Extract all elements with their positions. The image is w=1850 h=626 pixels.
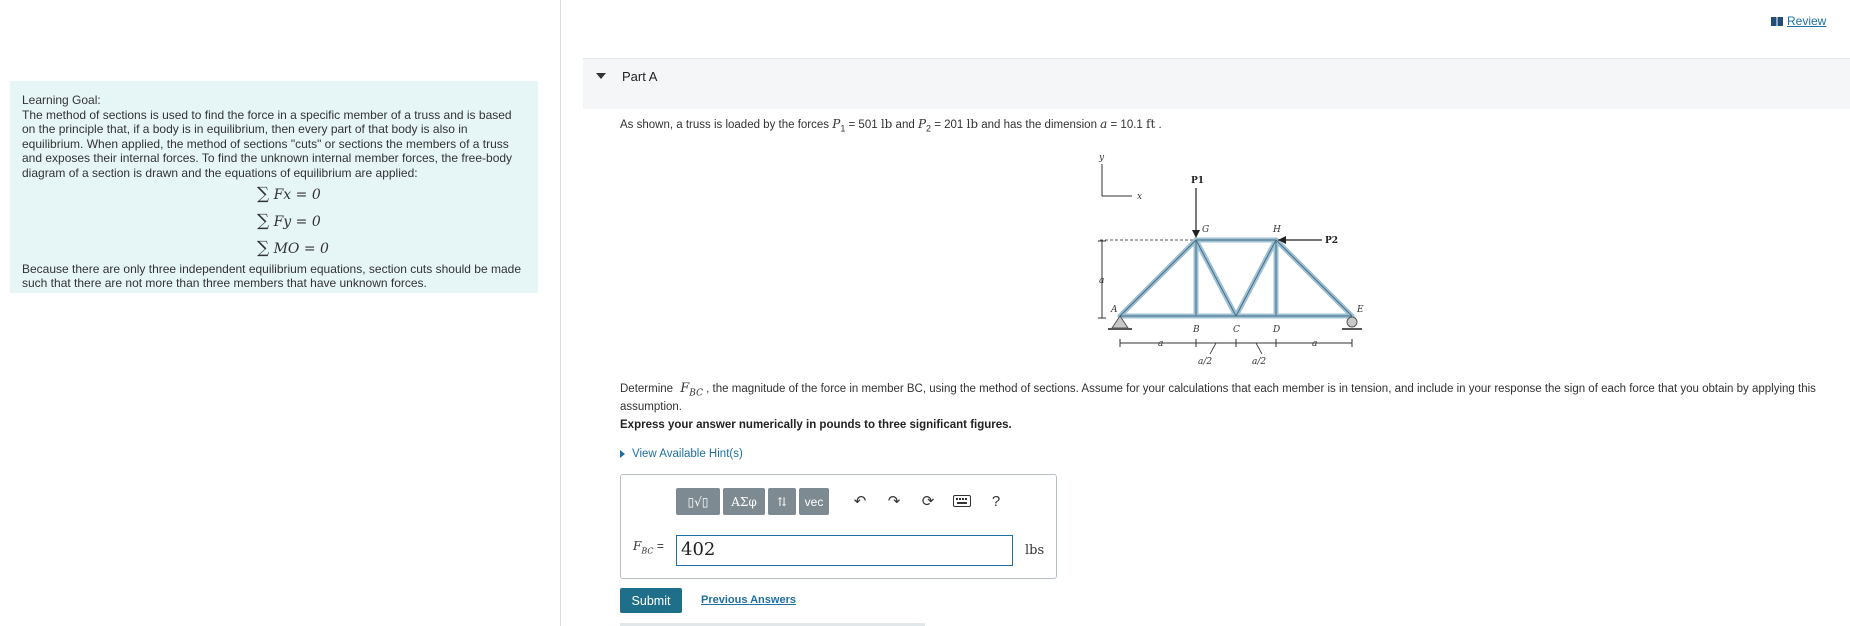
submit-button[interactable]: Submit (620, 588, 682, 613)
review-link[interactable] (1771, 14, 1826, 28)
node-a-label: A (1111, 305, 1118, 315)
undo-icon[interactable]: ↶ (853, 493, 867, 510)
caret-down-icon[interactable] (596, 73, 606, 79)
greek-symbols-button[interactable]: ΑΣφ (723, 488, 765, 515)
view-hints-link[interactable] (620, 448, 743, 460)
dim-a-left-label: a (1158, 339, 1164, 349)
help-icon[interactable]: ? (991, 492, 1001, 510)
equation-sum-fy: ∑ Fy = 0 (257, 210, 321, 231)
editor-actions (851, 492, 1005, 510)
truss-members (1120, 240, 1352, 316)
node-b-label: B (1193, 325, 1200, 335)
x-axis-label: x (1137, 192, 1143, 202)
left-pane (0, 0, 561, 626)
answer-unit: lbs (1025, 543, 1045, 558)
y-axis-label: y (1099, 153, 1105, 163)
p2-label: P2 (1325, 236, 1339, 246)
learning-goal-note: Because there are only three independent equilibrium equations, section cuts should be made such that there are not more than three members that have unknown forces. (22, 261, 521, 291)
caret-right-icon (620, 450, 625, 458)
dim-half-a-label-1: a/2 (1198, 357, 1213, 367)
learning-goal-title: Learning Goal: (22, 93, 101, 107)
previous-answers-link[interactable]: Previous Answers (701, 594, 796, 606)
express-instruction: Express your answer numerically in pounds to three significant figures. (620, 419, 1012, 431)
view-hints-label: View Available Hint(s) (632, 448, 743, 460)
review-label: Review (1787, 14, 1827, 28)
p1-label: P1 (1191, 176, 1205, 186)
keyboard-icon[interactable] (953, 492, 971, 510)
node-g-label: G (1202, 225, 1210, 235)
node-e-label: E (1357, 305, 1364, 315)
answer-input[interactable]: 402 (676, 535, 1013, 566)
dim-half-a-label-2: a/2 (1252, 357, 1267, 367)
vector-button[interactable]: vec (799, 488, 829, 515)
learning-goal-box (10, 81, 538, 293)
node-c-label: C (1233, 325, 1240, 335)
equation-sum-mo: ∑ MO = 0 (257, 237, 329, 258)
dim-a-right-label: a (1312, 339, 1318, 349)
part-header[interactable] (583, 58, 1850, 109)
book-icon (1771, 17, 1783, 26)
problem-statement: As shown, a truss is loaded by the forces $P_1 = 501$ lb and $P_2 = 201$ lb and has the dimension a = 10.1 ft . (620, 117, 1162, 134)
math-toolbar (676, 488, 829, 515)
template-button[interactable]: ▯√▯ (676, 488, 720, 515)
dim-a-vertical-label: a (1099, 276, 1105, 286)
part-title: Part A (622, 69, 658, 84)
node-d-label: D (1273, 325, 1281, 335)
reset-icon[interactable]: ⟳ (921, 493, 935, 510)
subscript-superscript-button[interactable]: ⇅ (768, 488, 796, 515)
node-h-label: H (1273, 225, 1281, 235)
roller-support-e (1347, 317, 1357, 327)
equation-sum-fx: ∑ Fx = 0 (257, 183, 321, 204)
truss-figure (1090, 150, 1370, 370)
redo-icon[interactable]: ↷ (887, 493, 901, 510)
question-text: Determine $F_{BC}$ , the magnitude of the force in member BC, using the method of sections. Assume for your calculations that each member is in tension, and include in your response the sign of each force that you obtain by applying this assumption. (620, 381, 1816, 414)
answer-label: $F_{BC}$ = (633, 539, 664, 556)
answer-box (620, 474, 1057, 579)
learning-goal-text: The method of sections is used to find the force in a specific member of a truss and is based on the principle that, if a body is in equilibrium, then every part of that body is also in equilibrium. When applied, the method of sections "cuts" or sections the members of a truss and exposes their internal forces. To find the unknown internal member forces, the free-body diagram of a section is drawn and the equations of equilibrium are applied: (22, 107, 513, 180)
